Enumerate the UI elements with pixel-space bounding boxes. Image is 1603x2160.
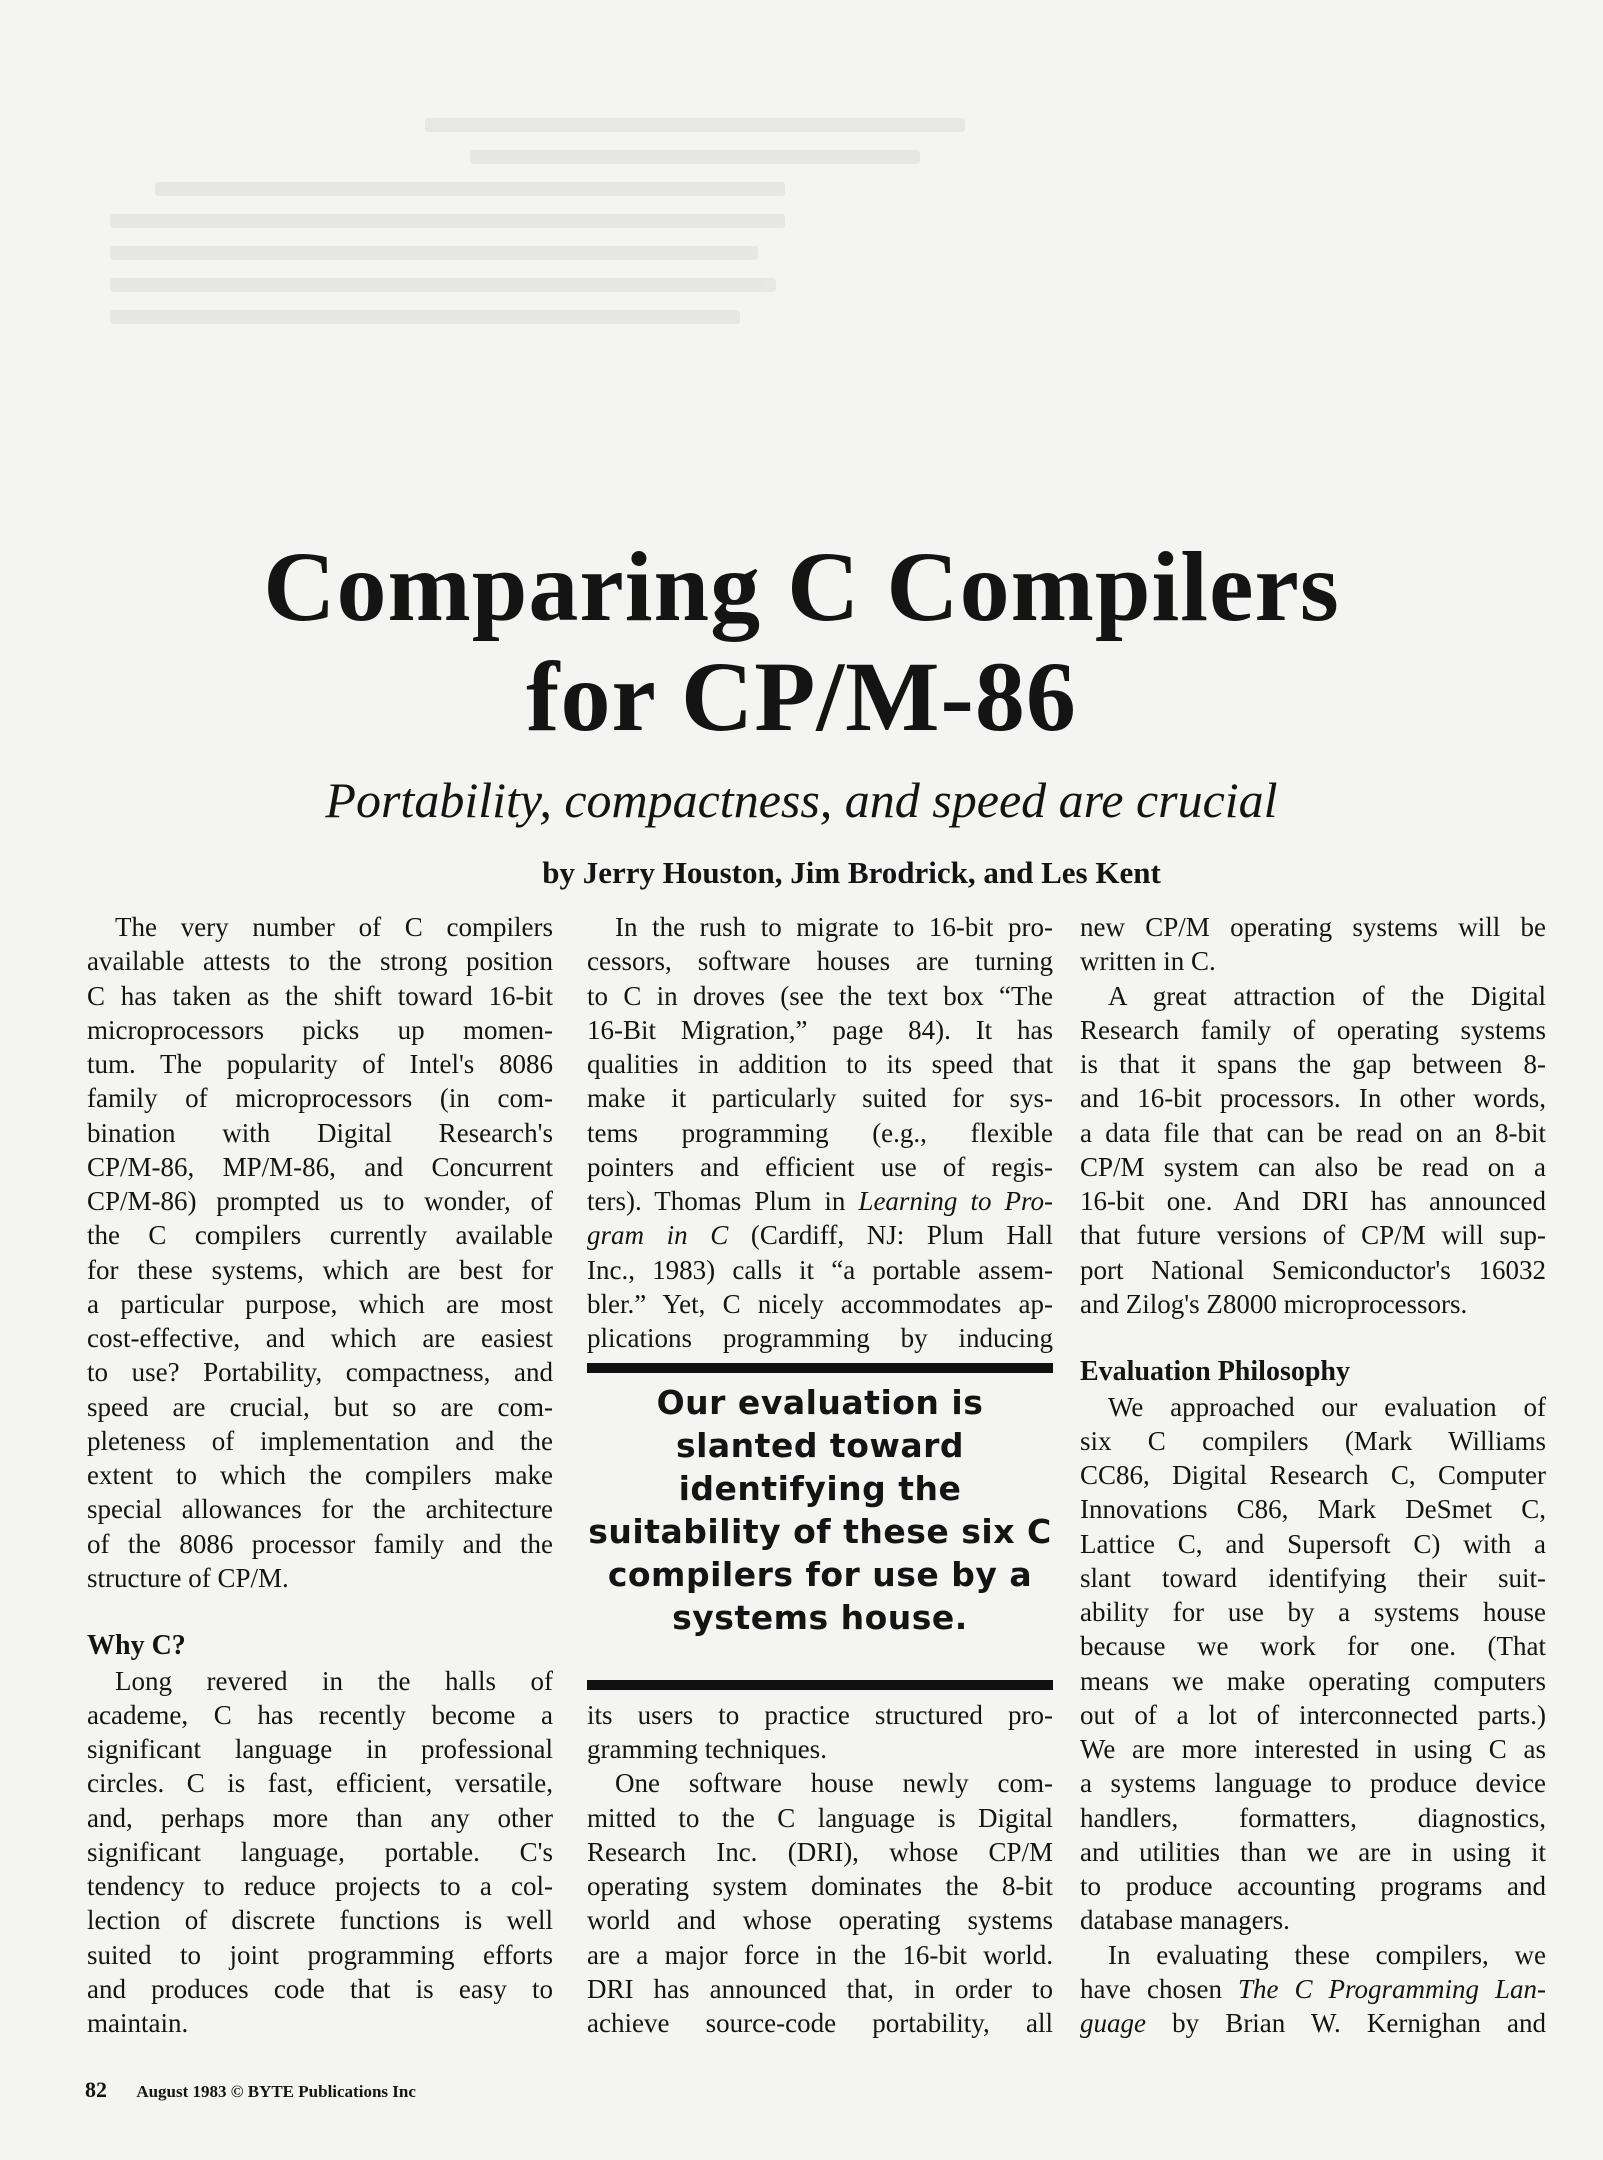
text-line: We are more interested in using C as — [1080, 1734, 1546, 1764]
text-line: circles. C is fast, efficient, versatile, — [87, 1768, 553, 1799]
text-line: pointers and efficient use of regis- — [587, 1151, 1053, 1182]
text-line: Research Inc. (DRI), whose CP/M — [587, 1836, 1053, 1867]
text-run: by Brian W. Kernighan and — [1145, 2008, 1546, 2038]
blank-line — [1080, 1321, 1546, 1355]
text-line: that future versions of CP/M will sup- — [1080, 1220, 1546, 1251]
text-line: for these systems, which are best for — [87, 1254, 553, 1285]
text-line: are a major force in the 16-bit world. — [587, 1939, 1053, 1970]
italic-title: The C Programming Lan- — [1237, 1973, 1546, 2004]
text-line: significant language in professional — [87, 1734, 553, 1764]
text-line: Research family of operating systems — [1080, 1014, 1546, 1045]
text-line: CP/M-86) prompted us to wonder, of — [87, 1186, 553, 1216]
text-column-3 — [1080, 910, 1546, 2040]
footer-credit: August 1983 © BYTE Publications Inc — [136, 2082, 416, 2101]
page-number: 82 — [85, 2077, 107, 2102]
text-line: and, perhaps more than any other — [87, 1802, 553, 1833]
text-run: have chosen — [1080, 1973, 1238, 2004]
text-line: of the 8086 processor family and the — [87, 1528, 553, 1559]
text-line: handlers, formatters, diagnostics, — [1080, 1802, 1546, 1833]
text-line: plications programming by inducing — [587, 1323, 1053, 1353]
text-line: out of a lot of interconnected parts.) — [1080, 1699, 1546, 1730]
text-line: The very number of C compilers — [115, 912, 553, 942]
text-line: make it particularly suited for sys- — [587, 1083, 1053, 1114]
text-line: academe, C has recently become a — [87, 1699, 553, 1730]
text-line: Innovations C86, Mark DeSmet C, — [1080, 1494, 1546, 1525]
text-line: to C in droves (see the text box “The — [587, 980, 1053, 1011]
text-line: written in C. — [1080, 946, 1216, 977]
text-line: In evaluating these compilers, we — [1108, 1939, 1546, 1970]
text-line: structure of CP/M. — [87, 1562, 289, 1593]
text-line: One software house newly com- — [615, 1768, 1053, 1799]
text-line: because we work for one. (That — [1080, 1631, 1546, 1662]
text-line: database managers. — [1080, 1905, 1290, 1936]
article-title — [0, 532, 1603, 752]
pull-quote-text: Our evaluation is slanted toward identifying the suitability of these six C compilers for use by a systems house. — [588, 1383, 1052, 1638]
text-line: CP/M-86, MP/M-86, and Concurrent — [87, 1151, 553, 1182]
byline: by Jerry Houston, Jim Brodrick, and Les Kent — [542, 855, 1161, 890]
text-run: (Cardiff, NJ: Plum Hall — [728, 1220, 1053, 1251]
text-line — [1080, 2006, 1546, 2040]
italic-title: guage — [1080, 2008, 1146, 2038]
text-line: speed are crucial, but so are com- — [87, 1391, 553, 1422]
text-line: family of microprocessors (in com- — [87, 1083, 553, 1114]
text-line: bination with Digital Research's — [87, 1117, 553, 1148]
text-line: tum. The popularity of Intel's 8086 — [87, 1049, 553, 1079]
text-line: C has taken as the shift toward 16-bit — [87, 980, 553, 1011]
text-line: a systems language to produce device — [1080, 1768, 1546, 1799]
text-line: Inc., 1983) calls it “a portable assem- — [587, 1254, 1053, 1285]
text-line: maintain. — [87, 2008, 189, 2038]
text-line: and Zilog's Z8000 microprocessors. — [1080, 1288, 1468, 1319]
section-heading: Why C? — [87, 1630, 186, 1662]
pull-quote-top-rule — [587, 1363, 1053, 1373]
text-line: and utilities than we are in using it — [1080, 1836, 1546, 1867]
text-line — [587, 1218, 1053, 1252]
text-line: and 16-bit processors. In other words, — [1080, 1083, 1546, 1114]
text-line: achieve source-code portability, all — [587, 2008, 1053, 2038]
text-column-1 — [87, 910, 553, 2040]
paragraph — [87, 910, 553, 1595]
paragraph — [1080, 1390, 1546, 1938]
text-line: In the rush to migrate to 16-bit pro- — [615, 912, 1053, 942]
section-heading: Evaluation Philosophy — [1080, 1356, 1350, 1388]
text-line: to use? Portability, compactness, and — [87, 1357, 553, 1388]
paragraph — [87, 1664, 553, 2041]
text-line: cessors, software houses are turning — [587, 946, 1053, 977]
text-line: CC86, Digital Research C, Computer — [1080, 1460, 1546, 1490]
text-line: bler.” Yet, C nicely accommodates ap- — [587, 1288, 1053, 1319]
text-line: DRI has announced that, in order to — [587, 1973, 1053, 2004]
italic-title: gram in C — [587, 1220, 729, 1251]
text-column-2 — [587, 910, 1053, 2040]
text-run: ters). Thomas Plum in — [587, 1186, 859, 1216]
text-line: CP/M system can also be read on a — [1080, 1151, 1546, 1182]
text-line: 16-Bit Migration,” page 84). It has — [587, 1014, 1053, 1045]
paragraph — [587, 910, 1053, 1355]
text-line: a particular purpose, which are most — [87, 1288, 553, 1319]
text-line: and produces code that is easy to — [87, 1973, 553, 2004]
text-line: six C compilers (Mark Williams — [1080, 1425, 1546, 1456]
paragraph — [1080, 910, 1546, 979]
text-line: new CP/M operating systems will be — [1080, 912, 1546, 942]
text-line: world and whose operating systems — [587, 1905, 1053, 1936]
text-line — [1080, 1972, 1546, 2006]
blank-line — [87, 1595, 553, 1629]
bleed-through-reverse-page — [110, 100, 1010, 520]
text-line: a data file that can be read on an 8-bit — [1080, 1117, 1546, 1148]
text-line — [587, 1184, 1053, 1218]
text-line: operating system dominates the 8-bit — [587, 1871, 1053, 1901]
article-subtitle: Portability, compactness, and speed are crucial — [325, 772, 1278, 828]
text-line: cost-effective, and which are easiest — [87, 1323, 553, 1353]
text-line: pleteness of implementation and the — [87, 1425, 553, 1456]
paragraph — [587, 1766, 1053, 2040]
text-line: We approached our evaluation of — [1108, 1391, 1546, 1422]
text-line: mitted to the C language is Digital — [587, 1802, 1053, 1833]
title-line: for CP/M-86 — [526, 641, 1077, 752]
text-line: lection of discrete functions is well — [87, 1905, 553, 1936]
text-line: its users to practice structured pro- — [587, 1699, 1053, 1730]
text-line: Lattice C, and Supersoft C) with a — [1080, 1528, 1546, 1559]
text-line: special allowances for the architecture — [87, 1494, 553, 1525]
text-line: A great attraction of the Digital — [1108, 980, 1546, 1011]
text-line: 16-bit one. And DRI has announced — [1080, 1186, 1546, 1216]
text-line: qualities in addition to its speed that — [587, 1049, 1053, 1079]
text-line: the C compilers currently available — [87, 1220, 553, 1251]
paragraph — [1080, 1938, 1546, 2041]
pull-quote — [587, 1355, 1053, 1698]
text-line: extent to which the compilers make — [87, 1460, 553, 1490]
text-line: tendency to reduce projects to a col- — [87, 1871, 553, 1901]
text-line: gramming techniques. — [587, 1734, 827, 1764]
italic-title: Learning to Pro- — [858, 1186, 1054, 1216]
text-line: ability for use by a systems house — [1080, 1597, 1546, 1627]
text-line: port National Semiconductor's 16032 — [1080, 1254, 1546, 1285]
text-line: to produce accounting programs and — [1080, 1871, 1546, 1901]
text-line: Long revered in the halls of — [115, 1665, 553, 1696]
text-line: suited to joint programming efforts — [87, 1939, 553, 1970]
text-line: available attests to the strong position — [87, 946, 553, 977]
text-line: means we make operating computers — [1080, 1665, 1546, 1696]
text-line: tems programming (e.g., flexible — [587, 1117, 1053, 1148]
title-line: Comparing C Compilers — [263, 531, 1340, 642]
text-line: significant language, portable. C's — [87, 1836, 553, 1867]
text-line: is that it spans the gap between 8- — [1080, 1049, 1546, 1079]
text-line: microprocessors picks up momen- — [87, 1014, 553, 1045]
page-footer — [85, 2077, 416, 2103]
pull-quote-bottom-rule — [587, 1680, 1053, 1690]
paragraph — [1080, 979, 1546, 1322]
paragraph — [587, 1698, 1053, 1767]
text-line: slant toward identifying their suit- — [1080, 1562, 1546, 1593]
